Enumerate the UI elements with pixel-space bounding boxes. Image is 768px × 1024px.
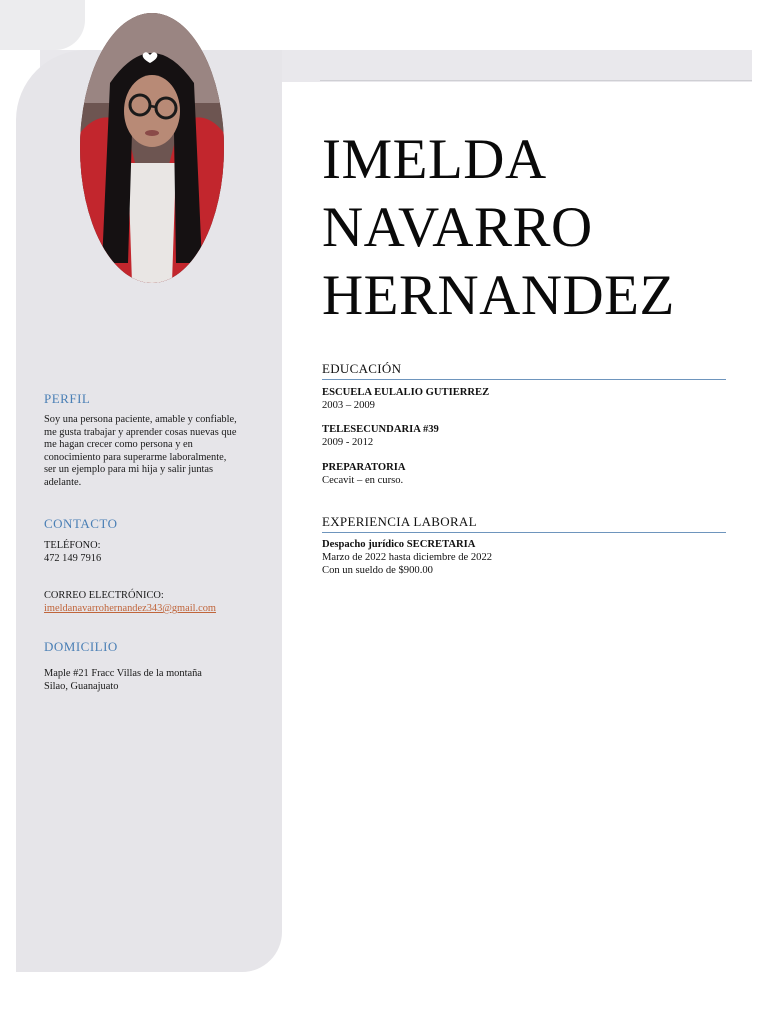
phone-number: 472 149 7916 bbox=[44, 552, 102, 564]
header-divider bbox=[320, 80, 752, 81]
contacto-section bbox=[44, 516, 266, 615]
educacion-heading: EDUCACIÓN bbox=[322, 361, 726, 380]
email-label: CORREO ELECTRÓNICO: bbox=[44, 590, 164, 602]
experience-title: Despacho jurídico SECRETARIA bbox=[322, 539, 476, 550]
phone-label: TELÉFONO: bbox=[44, 540, 101, 551]
perfil-heading: PERFIL bbox=[44, 391, 91, 406]
full-name bbox=[322, 126, 675, 330]
education-years: 2009 - 2012 bbox=[322, 437, 374, 448]
domicilio-heading: DOMICILIO bbox=[44, 639, 118, 654]
education-school: ESCUELA EULALIO GUTIERREZ bbox=[322, 387, 490, 398]
domicilio-section bbox=[44, 639, 266, 693]
address-city: Silao, Guanajuato bbox=[44, 680, 119, 692]
perfil-line: me gusta trabajar y aprender cosas nuevas que bbox=[44, 426, 237, 438]
perfil-line: adelante. bbox=[44, 476, 82, 488]
experience-salary: Con un sueldo de $900.00 bbox=[322, 565, 433, 576]
experiencia-heading: EXPERIENCIA LABORAL bbox=[322, 514, 726, 533]
perfil-line: Soy una persona paciente, amable y confiable, bbox=[44, 414, 237, 425]
profile-photo bbox=[80, 13, 224, 283]
name-line-middle: NAVARRO bbox=[322, 196, 593, 259]
education-school: PREPARATORIA bbox=[322, 462, 406, 473]
name-line-last: HERNANDEZ bbox=[322, 264, 675, 327]
perfil-line: conocimiento para superarme laboralmente, bbox=[44, 451, 227, 463]
portrait-illustration bbox=[80, 13, 224, 283]
experience-item bbox=[322, 538, 722, 577]
education-item bbox=[322, 423, 722, 449]
perfil-line: me hagan crecer como persona y en bbox=[44, 439, 193, 451]
corner-blur bbox=[0, 0, 85, 50]
address-line: Maple #21 Fracc Villas de la montaña bbox=[44, 668, 202, 679]
education-item bbox=[322, 386, 722, 412]
name-line-first: IMELDA bbox=[322, 128, 547, 191]
education-years: 2003 – 2009 bbox=[322, 400, 375, 411]
education-status: Cecavit – en curso. bbox=[322, 475, 404, 486]
contacto-heading: CONTACTO bbox=[44, 516, 118, 531]
education-school: TELESECUNDARIA #39 bbox=[322, 424, 439, 435]
perfil-section bbox=[44, 391, 266, 490]
email-link[interactable]: imeldanavarrohernandez343@gmail.com bbox=[44, 602, 216, 614]
experience-dates: Marzo de 2022 hasta diciembre de 2022 bbox=[322, 552, 493, 563]
education-item bbox=[322, 461, 722, 487]
perfil-line: ser un ejemplo para mi hija y salir juntas bbox=[44, 464, 214, 476]
